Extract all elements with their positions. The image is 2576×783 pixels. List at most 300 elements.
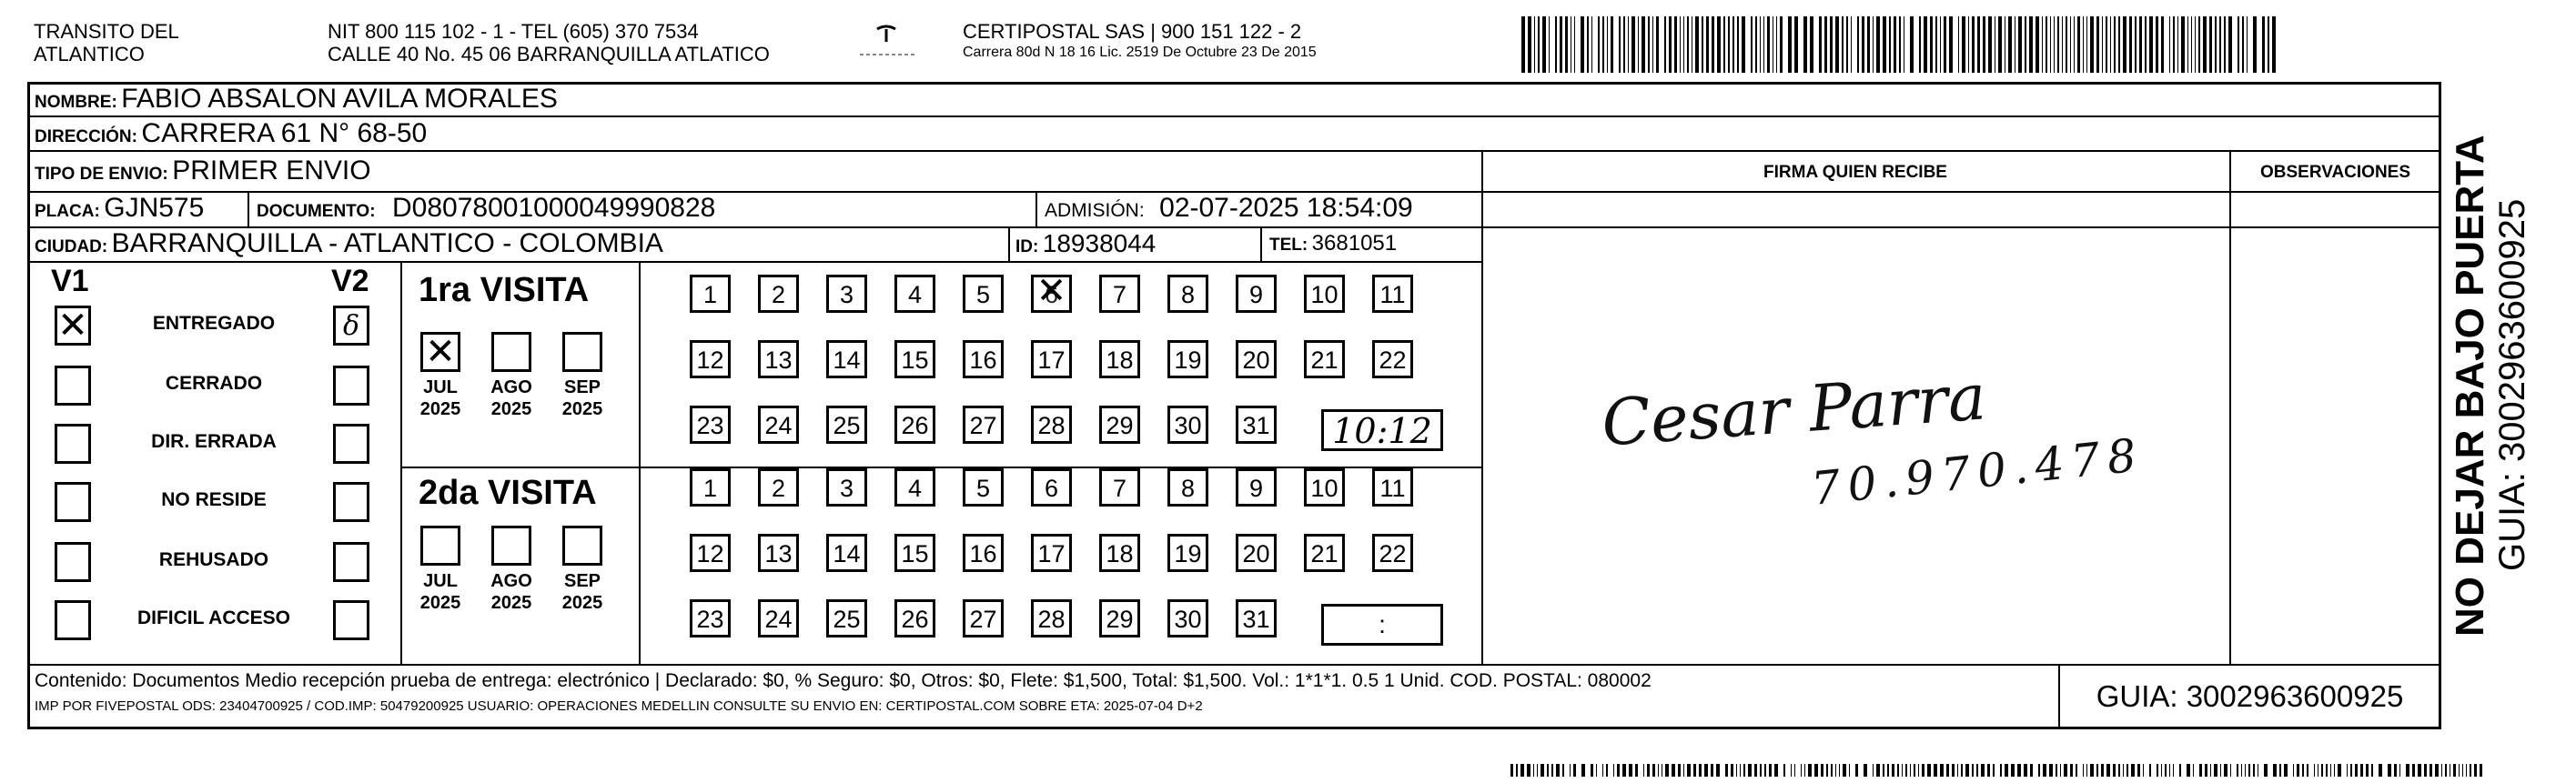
barcode-bar	[2060, 764, 2061, 777]
barcode-bar	[1922, 764, 1924, 777]
barcode-bar	[2135, 16, 2137, 73]
barcode-bar	[1958, 16, 1959, 73]
barcode-bar	[1652, 16, 1653, 73]
barcode-bar	[2462, 764, 2463, 777]
tipo-envio-value: PRIMER ENVIO	[172, 156, 371, 186]
v1-checkbox[interactable]	[55, 424, 91, 464]
barcode-bar	[2203, 16, 2207, 73]
visit2-day-box[interactable]: 4	[894, 468, 935, 507]
barcode-bar	[2114, 16, 2116, 73]
ciudad-row	[35, 227, 663, 265]
visit1-month-checkbox[interactable]	[562, 332, 602, 372]
barcode-bar	[2049, 764, 2053, 777]
transito-header	[34, 20, 179, 65]
barcode-bar	[1876, 16, 1880, 73]
visit1-day-box[interactable]: 28	[1031, 406, 1072, 444]
visit2-day-box[interactable]: 30	[1167, 599, 1208, 637]
visit1-day-box[interactable]: 7	[1099, 275, 1140, 313]
barcode-bar	[1972, 764, 1974, 777]
bottom-barcode	[1510, 764, 2485, 777]
barcode-bar	[2025, 16, 2026, 73]
barcode-bar	[1574, 16, 1575, 73]
barcode-bar	[2394, 764, 2397, 777]
barcode-bar	[1988, 16, 1992, 73]
visit1-month-label: SEP 2025	[561, 377, 603, 419]
barcode-bar	[1591, 764, 1593, 777]
visit2-day-box[interactable]: 14	[826, 534, 867, 572]
barcode-bar	[1669, 16, 1672, 73]
visit1-month-checkbox[interactable]	[491, 332, 531, 372]
barcode-bar	[1602, 764, 1603, 777]
barcode-bar	[1587, 16, 1589, 73]
certipostal-logo-icon	[855, 22, 919, 64]
visit1-day-box[interactable]: 15	[894, 340, 935, 378]
barcode-bar	[1808, 764, 1812, 777]
barcode-bar	[1638, 16, 1639, 73]
barcode-bar	[2366, 764, 2369, 777]
barcode-bar	[1814, 764, 1818, 777]
barcode-bar	[2165, 764, 2167, 777]
barcode-bar	[2459, 764, 2460, 777]
barcode-bar	[1581, 16, 1584, 73]
visit1-day-box[interactable]: 10	[1304, 275, 1345, 313]
barcode-bar	[2293, 764, 2294, 777]
barcode-bar	[1551, 764, 1553, 777]
nombre-label: NOMBRE:	[35, 93, 117, 112]
barcode-bar	[1737, 16, 1739, 73]
barcode-bar	[1949, 16, 1953, 73]
visit1-day-box[interactable]: 26	[894, 406, 935, 444]
barcode-bar	[1934, 764, 1937, 777]
tipo-envio-row	[35, 155, 371, 192]
barcode-bar	[2106, 764, 2110, 777]
barcode-bar	[2046, 16, 2047, 73]
tel-row	[1269, 227, 1397, 263]
visit2-day-box[interactable]: 1	[690, 468, 731, 507]
visit1-day-box[interactable]: 29	[1099, 406, 1140, 444]
barcode-bar	[2030, 764, 2033, 777]
barcode-bar	[2241, 764, 2242, 777]
barcode-bar	[2083, 764, 2084, 777]
barcode-bar	[2253, 16, 2257, 73]
visit1-day-box[interactable]: 25	[826, 406, 867, 444]
visit1-day-box[interactable]: 1	[690, 275, 731, 313]
barcode-bar	[2149, 764, 2151, 777]
visit2-day-box[interactable]: 29	[1099, 599, 1140, 637]
barcode-bar	[1740, 764, 1741, 777]
visit2-day-box[interactable]: 13	[758, 534, 799, 572]
barcode-bar	[1736, 764, 1737, 777]
barcode-bar	[1919, 16, 1921, 73]
barcode-bar	[1801, 764, 1802, 777]
barcode-bar	[2083, 16, 2084, 73]
barcode-bar	[1876, 764, 1880, 777]
visit2-day-box[interactable]: 12	[690, 534, 731, 572]
barcode-bar	[2181, 16, 2185, 73]
barcode-bar	[1631, 16, 1635, 73]
visit2-day-box[interactable]: 20	[1236, 534, 1277, 572]
barcode-bar	[2161, 16, 2164, 73]
barcode-bar	[1623, 16, 1625, 73]
top-barcode	[1521, 16, 2278, 73]
barcode-bar	[2139, 16, 2142, 73]
barcode-bar	[1527, 764, 1530, 777]
visit2-day-box[interactable]: 5	[963, 468, 1004, 507]
v1-checkbox[interactable]	[55, 600, 91, 640]
visit1-day-box[interactable]: 17	[1031, 340, 1072, 378]
barcode-bar	[1652, 764, 1655, 777]
visit2-day-box[interactable]: 21	[1304, 534, 1345, 572]
barcode-bar	[1957, 764, 1958, 777]
v2-label: V2	[331, 264, 369, 298]
barcode-bar	[2279, 764, 2281, 777]
barcode-bar	[1851, 16, 1852, 73]
barcode-bar	[1510, 764, 1513, 777]
barcode-bar	[1711, 764, 1713, 777]
v2-checkbox[interactable]	[333, 366, 369, 406]
barcode-bar	[1924, 16, 1927, 73]
barcode-bar	[2238, 16, 2239, 73]
visit1-day-box[interactable]: 9	[1236, 275, 1277, 313]
barcode-bar	[1699, 764, 1702, 777]
barcode-bar	[2430, 764, 2432, 777]
barcode-bar	[2106, 16, 2107, 73]
visit1-day-box[interactable]: 18	[1099, 340, 1140, 378]
barcode-bar	[2242, 16, 2244, 73]
visit2-day-box[interactable]: 16	[963, 534, 1004, 572]
barcode-bar	[1952, 764, 1955, 777]
barcode-bar	[1897, 764, 1899, 777]
barcode-bar	[2102, 16, 2103, 73]
barcode-bar	[2268, 16, 2269, 73]
barcode-bar	[2029, 16, 2033, 73]
courier-line-2: Carrera 80d N 18 16 Lic. 2519 De Octubre 23 De 2015	[963, 45, 1317, 60]
barcode-bar	[1763, 16, 1764, 73]
visit1-day-box[interactable]: 14	[826, 340, 867, 378]
v2-checkbox[interactable]	[333, 542, 369, 582]
barcode-bar	[2113, 764, 2116, 777]
barcode-bar	[2129, 16, 2132, 73]
col-divider	[639, 261, 641, 664]
visit1-day-box[interactable]: 24	[758, 406, 799, 444]
barcode-bar	[2043, 764, 2046, 777]
visit2-day-box[interactable]: 18	[1099, 534, 1140, 572]
v2-checkbox[interactable]	[333, 600, 369, 640]
barcode-bar	[2388, 764, 2391, 777]
barcode-bar	[1981, 764, 1985, 777]
barcode-bar	[1562, 764, 1564, 777]
visit2-day-box[interactable]: 22	[1372, 534, 1413, 572]
barcode-bar	[2145, 16, 2147, 73]
barcode-bar	[1538, 16, 1540, 73]
barcode-bar	[1556, 764, 1560, 777]
barcode-bar	[1683, 764, 1684, 777]
barcode-bar	[2090, 16, 2094, 73]
barcode-bar	[1760, 764, 1762, 777]
v1-checkbox[interactable]	[55, 482, 91, 522]
visit1-time-box[interactable]	[1321, 409, 1443, 451]
barcode-bar	[1983, 16, 1985, 73]
visit2-day-box[interactable]: 6	[1031, 468, 1072, 507]
barcode-bar	[2418, 764, 2421, 777]
visit1-day-box[interactable]: 20	[1236, 340, 1277, 378]
barcode-bar	[2220, 764, 2221, 777]
visit2-day-box[interactable]: 25	[826, 599, 867, 637]
barcode-bar	[2334, 764, 2335, 777]
barcode-bar	[2424, 764, 2427, 777]
barcode-bar	[1570, 764, 1571, 777]
barcode-bar	[1843, 764, 1846, 777]
barcode-bar	[2000, 764, 2002, 777]
v1-checkbox[interactable]	[55, 306, 91, 346]
barcode-bar	[2435, 764, 2439, 777]
barcode-bar	[1712, 16, 1714, 73]
visit2-day-box[interactable]: 26	[894, 599, 935, 637]
barcode-bar	[2149, 16, 2153, 73]
barcode-bar	[1664, 16, 1666, 73]
barcode-bar	[2074, 16, 2075, 73]
barcode-bar	[1542, 16, 1546, 73]
barcode-bar	[1835, 764, 1836, 777]
courier-info	[963, 20, 1317, 63]
visit2-day-box[interactable]: 28	[1031, 599, 1072, 637]
visit1-day-box[interactable]: 4	[894, 275, 935, 313]
barcode-bar	[2096, 16, 2099, 73]
visit2-day-box[interactable]: 8	[1167, 468, 1208, 507]
visit2-day-box[interactable]: 19	[1167, 534, 1208, 572]
barcode-bar	[2090, 764, 2094, 777]
barcode-bar	[1821, 764, 1823, 777]
barcode-bar	[2050, 16, 2051, 73]
barcode-bar	[1905, 764, 1907, 777]
barcode-bar	[2466, 764, 2467, 777]
barcode-bar	[1889, 16, 1891, 73]
v2-checkbox[interactable]	[333, 424, 369, 464]
visit1-day-box[interactable]: 16	[963, 340, 1004, 378]
visit1-day-box[interactable]: 11	[1372, 275, 1413, 313]
barcode-bar	[2018, 16, 2022, 73]
id-label: ID:	[1015, 237, 1039, 256]
barcode-bar	[2330, 764, 2331, 777]
barcode-bar	[1764, 764, 1766, 777]
barcode-bar	[1606, 764, 1608, 777]
receiver-signature-name: Cesar Parra	[1599, 359, 1989, 461]
visit2-day-box[interactable]: 9	[1236, 468, 1277, 507]
barcode-bar	[2177, 16, 2178, 73]
visit1-day-box[interactable]: 8	[1167, 275, 1208, 313]
direccion-value: CARRERA 61 N° 68-50	[141, 118, 428, 148]
barcode-bar	[1754, 764, 1757, 777]
barcode-bar	[2123, 16, 2126, 73]
barcode-bar	[2054, 16, 2055, 73]
visit2-day-box[interactable]: 17	[1031, 534, 1072, 572]
barcode-bar	[1573, 764, 1576, 777]
footer-contenido: Contenido: Documentos Medio recepción prueba de entrega: electrónico | Declarado: $0, % Seguro: $0, Otros: $0, Flete: $1,500, Total: $1,500. Vol.: 1*1*1. 0.5 1 Unid. COD. POSTAL: 080002	[35, 670, 1652, 691]
barcode-bar	[1516, 764, 1518, 777]
barcode-bar	[2057, 16, 2059, 73]
id-value: 18938044	[1042, 229, 1157, 257]
barcode-bar	[2284, 764, 2288, 777]
v2-checkbox[interactable]	[333, 482, 369, 522]
barcode-bar	[2173, 16, 2175, 73]
barcode-bar	[2064, 764, 2067, 777]
barcode-bar	[2273, 764, 2277, 777]
barcode-bar	[1704, 764, 1708, 777]
visit1-day-box[interactable]: 30	[1167, 406, 1208, 444]
v1-checkbox[interactable]	[55, 542, 91, 582]
barcode-bar	[2198, 16, 2200, 73]
barcode-bar	[1873, 16, 1874, 73]
receiver-signature-number: 70.970.478	[1808, 428, 2147, 516]
barcode-bar	[1687, 16, 1689, 73]
visit2-month-checkbox[interactable]	[491, 526, 531, 566]
visit1-day-box[interactable]: 23	[690, 406, 731, 444]
v1-label: V1	[51, 264, 89, 298]
barcode-bar	[1693, 764, 1696, 777]
barcode-bar	[2399, 764, 2400, 777]
barcode-bar	[1968, 16, 1969, 73]
barcode-bar	[1976, 764, 1978, 777]
barcode-bar	[1607, 16, 1608, 73]
barcode-bar	[1760, 16, 1761, 73]
barcode-bar	[2371, 764, 2373, 777]
visit2-time-box[interactable]	[1321, 604, 1443, 646]
barcode-bar	[1902, 764, 1903, 777]
barcode-bar	[1930, 16, 1933, 73]
barcode-bar	[2360, 764, 2363, 777]
barcode-bar	[2272, 16, 2276, 73]
visit2-day-box[interactable]: 3	[826, 468, 867, 507]
barcode-bar	[2379, 764, 2382, 777]
barcode-bar	[2056, 764, 2057, 777]
barcode-bar	[2214, 764, 2217, 777]
visit1-day-box[interactable]: 5	[963, 275, 1004, 313]
visit1-day-box[interactable]: 21	[1304, 340, 1345, 378]
barcode-bar	[1849, 764, 1850, 777]
barcode-bar	[1728, 16, 1730, 73]
barcode-bar	[1918, 764, 1919, 777]
barcode-bar	[1927, 764, 1931, 777]
barcode-bar	[1769, 764, 1772, 777]
visit1-day-box[interactable]: 6 ✕	[1031, 275, 1072, 313]
col-divider	[1008, 226, 1010, 261]
visit2-day-box[interactable]: 7	[1099, 468, 1140, 507]
visit1-day-box[interactable]: 31	[1236, 406, 1277, 444]
barcode-bar	[1521, 16, 1525, 73]
barcode-bar	[2062, 16, 2063, 73]
status-label: NO RESIDE	[161, 489, 267, 510]
barcode-bar	[1867, 16, 1870, 73]
visit1-day-box[interactable]: 19	[1167, 340, 1208, 378]
barcode-bar	[2126, 764, 2128, 777]
barcode-bar	[1846, 16, 1848, 73]
barcode-bar	[2314, 764, 2315, 777]
visit2-title: 2da VISITA	[419, 474, 597, 512]
barcode-bar	[1555, 16, 1557, 73]
col-divider	[400, 261, 402, 664]
visit2-month-checkbox[interactable]	[562, 526, 602, 566]
barcode-bar	[2070, 764, 2073, 777]
barcode-bar	[1742, 16, 1745, 73]
visit1-day-box[interactable]: 27	[963, 406, 1004, 444]
barcode-bar	[2191, 16, 2192, 73]
visit2-day-box[interactable]: 11	[1372, 468, 1413, 507]
barcode-bar	[1665, 764, 1669, 777]
barcode-bar	[1839, 764, 1840, 777]
barcode-bar	[1565, 16, 1568, 73]
visit1-day-box[interactable]: 2	[758, 275, 799, 313]
status-label: DIR. ERRADA	[151, 431, 277, 452]
visit2-day-box[interactable]: 2	[758, 468, 799, 507]
barcode-bar	[2355, 764, 2358, 777]
barcode-bar	[2230, 764, 2231, 777]
barcode-bar	[1794, 764, 1795, 777]
barcode-bar	[2179, 764, 2181, 777]
transito-line-2: ATLANTICO	[34, 43, 145, 65]
visit2-day-box[interactable]: 24	[758, 599, 799, 637]
barcode-bar	[1892, 764, 1894, 777]
visit2-day-box[interactable]: 31	[1236, 599, 1277, 637]
barcode-bar	[2262, 16, 2265, 73]
barcode-bar	[1648, 16, 1650, 73]
barcode-bar	[1804, 764, 1805, 777]
documento-row	[257, 192, 715, 229]
barcode-bar	[1635, 764, 1638, 777]
nombre-value: FABIO ABSALON AVILA MORALES	[121, 84, 558, 114]
visit1-day-box[interactable]: 12	[690, 340, 731, 378]
visit2-day-box[interactable]: 10	[1304, 468, 1345, 507]
v1-checkbox[interactable]	[55, 366, 91, 406]
visit1-day-box[interactable]: 22	[1372, 340, 1413, 378]
visit2-day-box[interactable]: 23	[690, 599, 731, 637]
sender-info	[328, 20, 770, 65]
barcode-bar	[2118, 764, 2120, 777]
barcode-bar	[2131, 764, 2135, 777]
barcode-bar	[2474, 764, 2477, 777]
placa-row	[35, 192, 204, 229]
visit2-day-box[interactable]: 15	[894, 534, 935, 572]
barcode-bar	[1680, 16, 1681, 73]
footer-imp-line: IMP POR FIVEPOSTAL ODS: 23404700925 / COD.IMP: 50479200925 USUARIO: OPERACIONES MEDELLIN CONSULTE SU ENVIO EN: CERTIPOSTAL.COM SOBRE ETA: 2025-07-04 D+2	[35, 698, 1203, 714]
v2-checkbox[interactable]	[333, 306, 369, 346]
barcode-bar	[2326, 764, 2328, 777]
visit2-time: :	[1379, 610, 1386, 638]
barcode-bar	[1743, 764, 1745, 777]
placa-label: PLACA:	[35, 202, 100, 221]
barcode-bar	[2412, 764, 2415, 777]
barcode-bar	[1748, 764, 1752, 777]
placa-value: GJN575	[104, 193, 205, 223]
barcode-bar	[1972, 16, 1975, 73]
barcode-bar	[2036, 16, 2039, 73]
barcode-bar	[1628, 16, 1629, 73]
barcode-bar	[1899, 16, 1901, 73]
barcode-bar	[2137, 764, 2140, 777]
visit2-month-checkbox[interactable]	[420, 526, 460, 566]
barcode-bar	[2228, 16, 2232, 73]
visit1-day-box[interactable]: 3	[826, 275, 867, 313]
visit2-day-box[interactable]: 27	[963, 599, 1004, 637]
status-label: DIFICIL ACCESO	[136, 607, 290, 628]
barcode-bar	[2307, 764, 2308, 777]
visit1-month-checkbox[interactable]	[420, 332, 460, 372]
status-label: CERRADO	[165, 373, 263, 394]
nombre-row	[35, 83, 558, 120]
barcode-bar	[2187, 764, 2190, 777]
barcode-bar	[1520, 764, 1524, 777]
visit1-day-box[interactable]: 13	[758, 340, 799, 378]
barcode-bar	[1780, 16, 1783, 73]
